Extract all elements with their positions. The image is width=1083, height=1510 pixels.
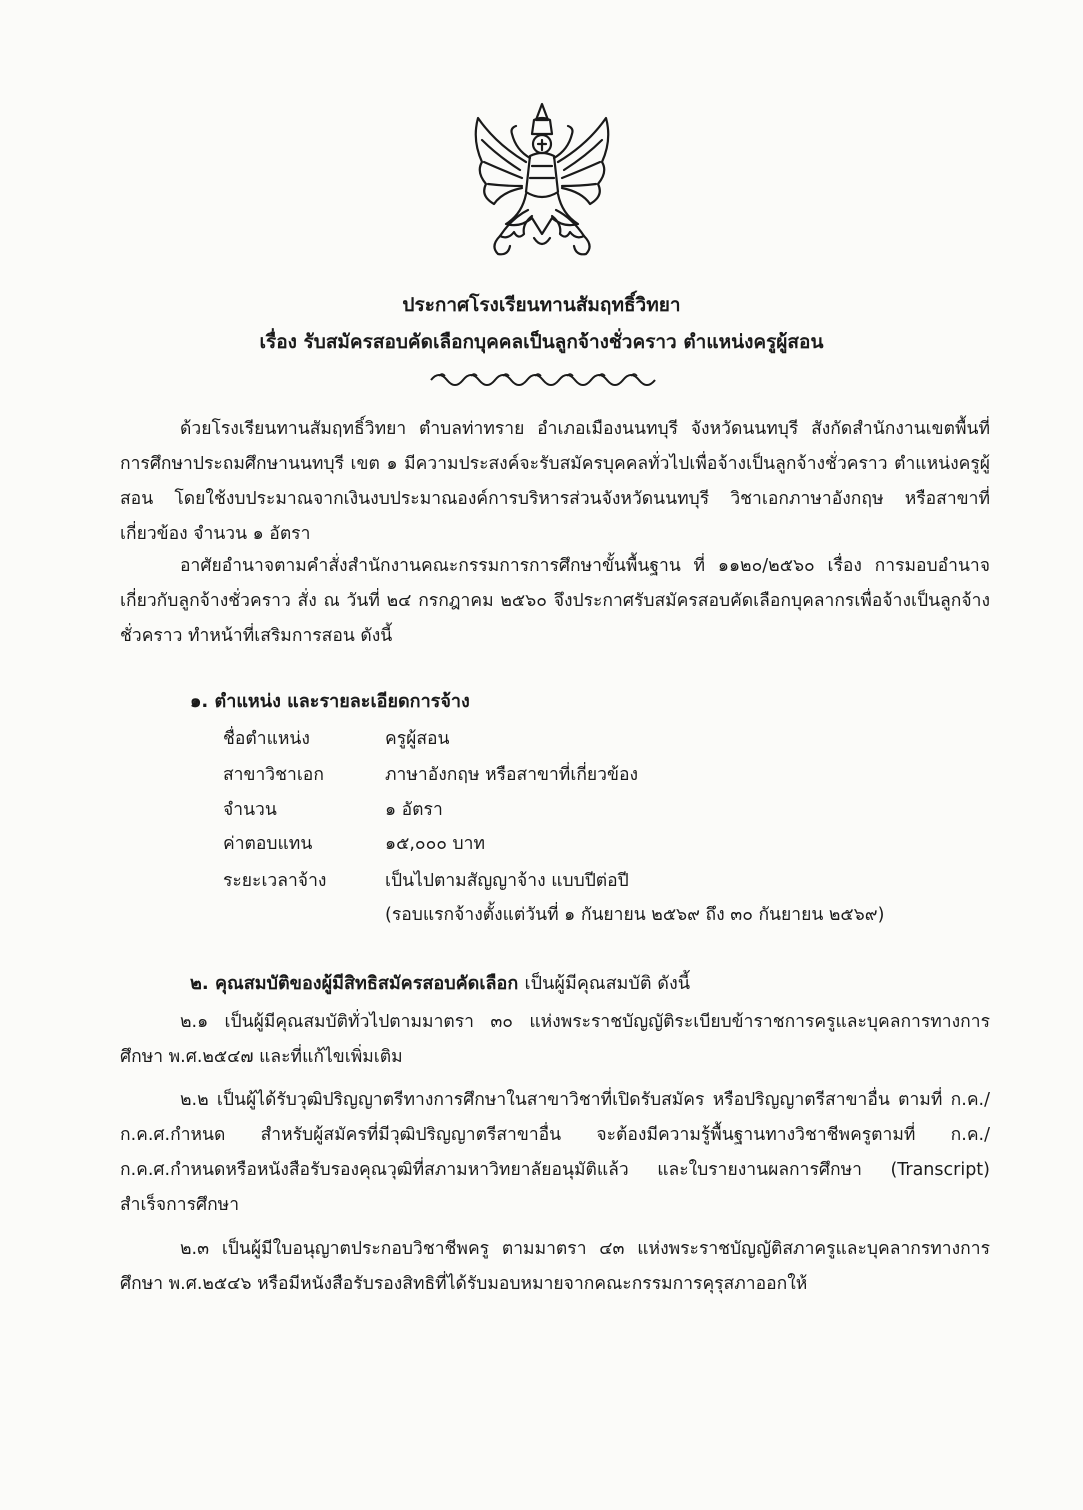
position-label: ชื่อตำแหน่ง	[223, 729, 310, 749]
qualification-item-2-2: ๒.๒ เป็นผู้ได้รับวุฒิปริญญาตรีทางการศึกษาในสาขาวิชาที่เปิดรับสมัคร หรือปริญญาตรีสาขาอื่น ตามที่ ก.ค./ก.ค.ศ.กำหนด สำหรับผู้สมัครที่มีวุฒิปริญญาตรีสาขาอื่น จะต้องมีความรู้พื้นฐานทางวิชาชีพครูตามที่ ก.ค./ก.ค.ศ.กำหนดหรือหนังสือรับรองคุณวุฒิที่สภามหาวิทยาลัยอนุมัติแล้ว และใบรายงานผลการศึกษา (Transcript) สำเร็จการศึกษา	[120, 1090, 990, 1215]
section-1-heading: ๑. ตำแหน่ง และรายละเอียดการจ้าง	[190, 691, 470, 712]
qualification-item-2-3: ๒.๓ เป็นผู้มีใบอนุญาตประกอบวิชาชีพครู ตามมาตรา ๔๓ แห่งพระราชบัญญัติสภาครูและบุคลากรทางการศึกษา พ.ศ.๒๕๔๖ หรือมีหนังสือรับรองสิทธิที่ได้รับมอบหมายจากคณะกรรมการคุรุสภาออกให้	[120, 1239, 990, 1294]
quantity-label: จำนวน	[223, 800, 277, 820]
section-2-heading	[190, 968, 690, 997]
section-2-heading-text: ๒. คุณสมบัติของผู้มีสิทธิสมัครสอบคัดเลือก	[190, 973, 519, 994]
major-label: สาขาวิชาเอก	[223, 765, 324, 785]
garuda-emblem-icon	[462, 100, 622, 260]
intro-paragraph: ด้วยโรงเรียนทานสัมฤทธิ์วิทยา ตำบลท่าทราย อำเภอเมืองนนทบุรี จังหวัดนนทบุรี สังกัดสำนักงานเขตพื้นที่การศึกษาประถมศึกษานนทบุรี เขต ๑ มีความประสงค์จะรับสมัครบุคคลทั่วไปเพื่อจ้างเป็นลูกจ้างชั่วคราว ตำแหน่งครูผู้สอน โดยใช้งบประมาณจากเงินงบประมาณองค์การบริหารส่วนจังหวัดนนทบุรี วิชาเอกภาษาอังกฤษ หรือสาขาที่เกี่ยวข้อง จำนวน ๑ อัตรา	[120, 419, 990, 544]
qualification-item-2-1: ๒.๑ เป็นผู้มีคุณสมบัติทั่วไปตามมาตรา ๓๐ แห่งพระราชบัญญัติระเบียบข้าราชการครูและบุคลการทางการศึกษา พ.ศ.๒๕๔๗ และที่แก้ไขเพิ่มเติม	[120, 1012, 990, 1067]
document-title: ประกาศโรงเรียนทานสัมฤทธิ์วิทยา	[402, 294, 681, 316]
salary-value: ๑๕,๐๐๐ บาท	[385, 834, 485, 854]
period-label: ระยะเวลาจ้าง	[223, 871, 327, 891]
period-value: เป็นไปตามสัญญาจ้าง แบบปีต่อปี	[385, 871, 629, 891]
document-subject: เรื่อง รับสมัครสอบคัดเลือกบุคคลเป็นลูกจ้างชั่วคราว ตำแหน่งครูผู้สอน	[259, 331, 824, 353]
position-value: ครูผู้สอน	[385, 729, 450, 749]
decorative-divider-icon	[427, 368, 657, 388]
section-2-heading-suffix: เป็นผู้มีคุณสมบัติ ดังนี้	[524, 973, 691, 994]
period-note: (รอบแรกจ้างตั้งแต่วันที่ ๑ กันยายน ๒๕๖๙ ถึง ๓๐ กันยายน ๒๕๖๙)	[385, 905, 885, 925]
authority-paragraph: อาศัยอำนาจตามคำสั่งสำนักงานคณะกรรมการการศึกษาขั้นพื้นฐาน ที่ ๑๑๒๐/๒๕๖๐ เรื่อง การมอบอำนาจเกี่ยวกับลูกจ้างชั่วคราว สั่ง ณ วันที่ ๒๔ กรกฎาคม ๒๕๖๐ จึงประกาศรับสมัครสอบคัดเลือกบุคลากรเพื่อจ้างเป็นลูกจ้างชั่วคราว ทำหน้าที่เสริมการสอน ดังนี้	[120, 556, 990, 646]
major-value: ภาษาอังกฤษ หรือสาขาที่เกี่ยวข้อง	[385, 765, 639, 785]
salary-label: ค่าตอบแทน	[223, 834, 313, 854]
quantity-value: ๑ อัตรา	[385, 800, 443, 820]
